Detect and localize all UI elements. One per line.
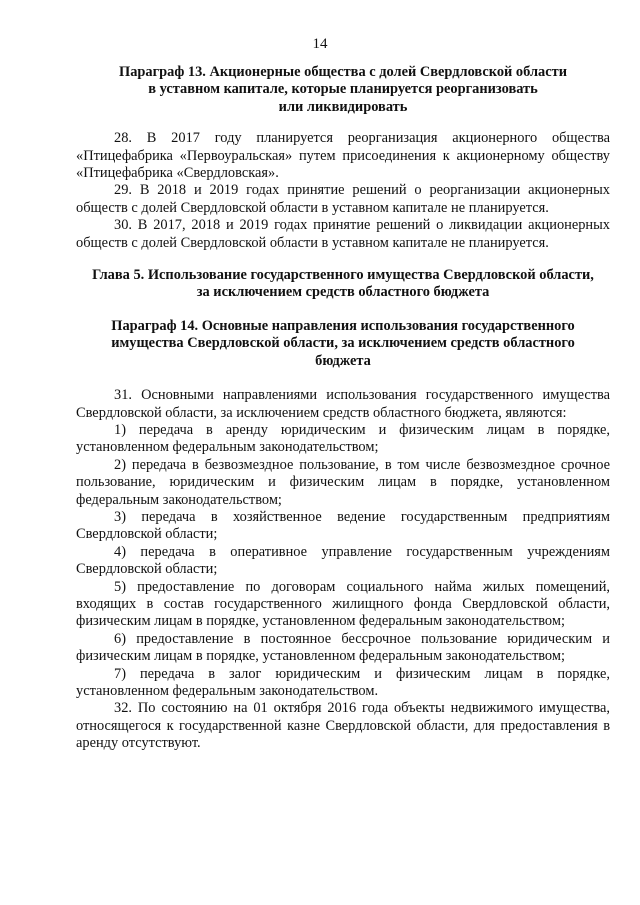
- heading-line: бюджета: [315, 352, 371, 369]
- chapter-5-heading: [76, 267, 610, 302]
- list-item: 6) предоставление в постоянное бессрочное пользование юридическим и физическим лицам в порядке, установленном федеральным законодательством;: [76, 630, 610, 665]
- list-item: 2) передача в безвозмездное пользование, в том числе безвозмездное срочное пользование, юридическим и физическим лицам в порядке, установленном федеральным законодательством;: [76, 456, 610, 508]
- list-item: 5) предоставление по договорам социального найма жилых помещений, входящих в состав государственного жилищного фонда Свердловской области, физическим лицам в порядке, установленном федеральным законодательством;: [76, 578, 610, 630]
- heading-line: или ликвидировать: [278, 98, 408, 115]
- list-item: 7) передача в залог юридическим и физическим лицам в порядке, установленном федеральным законодательством.: [76, 665, 610, 699]
- heading-line: Глава 5. Использование государственного имущества Свердловской области,: [92, 267, 594, 284]
- paragraph-13-heading: [76, 64, 610, 116]
- heading-line: за исключением средств областного бюджета: [196, 284, 490, 301]
- heading-line: в уставном капитале, которые планируется реорганизовать: [148, 81, 538, 98]
- page-number: 14: [312, 36, 328, 52]
- clause-31: 31. Основными направлениями использования государственного имущества Свердловской области, за исключением средств областного бюджета, являются:: [76, 387, 610, 421]
- paragraph-14-heading: [76, 318, 610, 370]
- list-item: 3) передача в хозяйственное ведение государственным предприятиям Свердловской области;: [76, 508, 610, 543]
- list-item: 1) передача в аренду юридическим и физическим лицам в порядке, установленном федеральным законодательством;: [76, 421, 610, 456]
- heading-line: имущества Свердловской области, за исключением средств областного: [111, 335, 575, 352]
- document-body: [76, 64, 610, 753]
- clause-29: 29. В 2018 и 2019 годах принятие решений о реорганизации акционерных обществ с долей Свердловской области в уставном капитале не планируется.: [76, 182, 610, 216]
- clause-30: 30. В 2017, 2018 и 2019 годах принятие решений о ликвидации акционерных обществ с долей Свердловской области в уставном капитале не планируется.: [76, 217, 610, 251]
- heading-line: Параграф 13. Акционерные общества с долей Свердловской области: [119, 64, 567, 80]
- list-item: 4) передача в оперативное управление государственным учреждениям Свердловской области;: [76, 543, 610, 578]
- clause-28: 28. В 2017 году планируется реорганизация акционерного общества «Птицефабрика «Первоуральская» путем присоединения к акционерному обществу «Птицефабрика «Свердловская».: [76, 130, 610, 182]
- heading-line: Параграф 14. Основные направления использования государственного: [111, 317, 575, 334]
- clause-32: 32. По состоянию на 01 октября 2016 года объекты недвижимого имущества, относящегося к государственной казне Свердловской области, для предоставления в аренду отсутствуют.: [76, 700, 610, 752]
